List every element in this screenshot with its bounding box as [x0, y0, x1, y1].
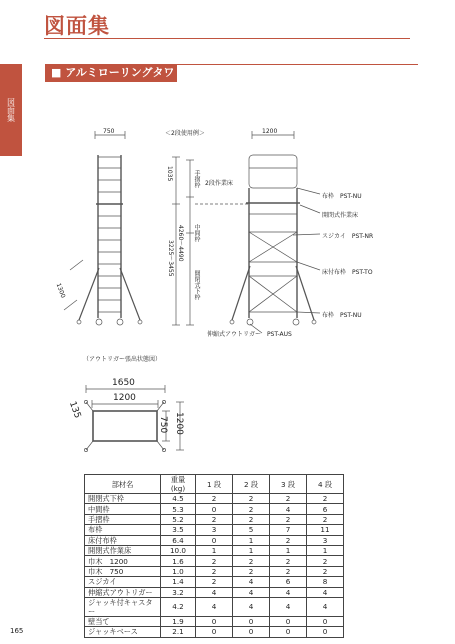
weight-cell: 3.2 — [161, 587, 196, 597]
part-name-cell: 巾木 1200 — [85, 556, 161, 566]
part-name-cell: 布枠 — [85, 525, 161, 535]
parts-table — [84, 474, 344, 638]
table-row — [85, 627, 344, 637]
quantity-cell: 2 — [270, 566, 307, 576]
weight-cell: 4.2 — [161, 597, 196, 616]
table-row — [85, 525, 344, 535]
quantity-cell: 4 — [270, 587, 307, 597]
example-caption: ＜2段使用例＞ — [165, 130, 205, 137]
dim-height-range: 3225〜3455 — [167, 240, 174, 277]
quantity-cell: 1 — [196, 545, 233, 555]
quantity-cell: 1 — [233, 535, 270, 545]
quantity-cell: 2 — [270, 556, 307, 566]
col-3dan: 3 段 — [270, 475, 307, 494]
part-name-cell: ジャッキベース — [85, 627, 161, 637]
col-part-name: 部材名 — [85, 475, 161, 494]
col-1dan: 1 段 — [196, 475, 233, 494]
weight-cell: 10.0 — [161, 545, 196, 555]
quantity-cell: 0 — [196, 616, 233, 626]
table-row — [85, 494, 344, 504]
quantity-cell: 2 — [233, 514, 270, 524]
weight-cell: 1.0 — [161, 566, 196, 576]
part-name-cell: 巾木 750 — [85, 566, 161, 576]
quantity-cell: 0 — [196, 627, 233, 637]
col-weight: 重量 (kg) — [161, 475, 196, 494]
part-name-cell: 開閉式作業床 — [85, 545, 161, 555]
dim-front-width: 1200 — [262, 128, 278, 135]
table-row — [85, 556, 344, 566]
quantity-cell: 0 — [270, 627, 307, 637]
quantity-cell: 2 — [233, 494, 270, 504]
table-row — [85, 545, 344, 555]
plan-caption: （アウトリガー張出状態図） — [83, 356, 161, 363]
dim-side-width: 750 — [103, 128, 115, 135]
page-title: 図面集 — [44, 14, 110, 38]
quantity-cell: 4 — [270, 504, 307, 514]
legend-sujikai: スジカイ PST-NR — [322, 233, 374, 240]
quantity-cell: 2 — [196, 494, 233, 504]
part-name-cell: 中間枠 — [85, 504, 161, 514]
quantity-cell: 2 — [307, 514, 344, 524]
weight-cell: 6.4 — [161, 535, 196, 545]
quantity-cell: 3 — [307, 535, 344, 545]
label-naka-frame: 中間枠 — [193, 224, 200, 242]
quantity-cell: 4 — [196, 587, 233, 597]
legend-outrigger: 伸縮式アウトリガー PST-AUS — [207, 331, 292, 338]
quantity-cell: 6 — [307, 504, 344, 514]
table-row — [85, 587, 344, 597]
quantity-cell: 4 — [270, 597, 307, 616]
page-number: 165 — [10, 627, 24, 635]
dim-outrigger-length: 1300 — [54, 282, 67, 300]
table-row — [85, 577, 344, 587]
quantity-cell: 6 — [270, 577, 307, 587]
weight-cell: 5.3 — [161, 504, 196, 514]
quantity-cell: 0 — [196, 504, 233, 514]
quantity-cell: 11 — [307, 525, 344, 535]
quantity-cell: 2 — [233, 556, 270, 566]
label-work-floor: 2段作業床 — [205, 180, 233, 187]
quantity-cell: 1 — [233, 545, 270, 555]
table-row — [85, 504, 344, 514]
quantity-cell: 2 — [270, 514, 307, 524]
dim-plan-750: 750 — [158, 416, 168, 434]
quantity-cell: 2 — [233, 566, 270, 576]
quantity-cell: 0 — [196, 535, 233, 545]
weight-cell: 1.4 — [161, 577, 196, 587]
part-name-cell: 伸縮式アウトリガー — [85, 587, 161, 597]
part-name-cell: 壁当て — [85, 616, 161, 626]
col-4dan: 4 段 — [307, 475, 344, 494]
dim-plan-1200v: 1200 — [174, 412, 184, 435]
weight-cell: 2.1 — [161, 627, 196, 637]
quantity-cell: 2 — [270, 535, 307, 545]
table-row — [85, 566, 344, 576]
part-name-cell: 床付布枠 — [85, 535, 161, 545]
part-name-cell: スジカイ — [85, 577, 161, 587]
table-row — [85, 597, 344, 616]
legend-kaihei-floor: 開閉式作業床 — [322, 212, 359, 219]
quantity-cell: 2 — [196, 556, 233, 566]
section-heading: ■ アルミローリングタワー — [45, 64, 177, 82]
dim-plan-135: 135 — [66, 400, 83, 420]
dim-height-range2: 4260〜4490 — [177, 225, 184, 262]
dim-plan-1200: 1200 — [113, 393, 136, 403]
table-row — [85, 535, 344, 545]
label-kaihei-frame: 開閉式下枠 — [193, 270, 200, 300]
part-name-cell: 手摺枠 — [85, 514, 161, 524]
legend-nuno-bottom: 布枠 PST-NU — [322, 312, 362, 319]
table-header-row — [85, 475, 344, 494]
quantity-cell: 7 — [270, 525, 307, 535]
quantity-cell: 4 — [307, 587, 344, 597]
dim-rail-height: 1035 — [166, 166, 173, 182]
quantity-cell: 2 — [270, 494, 307, 504]
quantity-cell: 2 — [196, 514, 233, 524]
side-index-tab[interactable]: 図面集 — [0, 64, 22, 156]
part-name-cell: 開閉式下枠 — [85, 494, 161, 504]
weight-cell: 4.5 — [161, 494, 196, 504]
quantity-cell: 2 — [196, 577, 233, 587]
quantity-cell: 0 — [233, 627, 270, 637]
quantity-cell: 2 — [307, 494, 344, 504]
quantity-cell: 4 — [196, 597, 233, 616]
quantity-cell: 2 — [196, 566, 233, 576]
label-tesuri-frame: 手摺枠 — [193, 170, 200, 188]
table-row — [85, 514, 344, 524]
weight-cell: 5.2 — [161, 514, 196, 524]
legend-nuno-top: 布枠 PST-NU — [322, 193, 362, 200]
quantity-cell: 0 — [307, 616, 344, 626]
quantity-cell: 3 — [196, 525, 233, 535]
quantity-cell: 0 — [233, 616, 270, 626]
quantity-cell: 4 — [233, 577, 270, 587]
quantity-cell: 5 — [233, 525, 270, 535]
quantity-cell: 0 — [270, 616, 307, 626]
quantity-cell: 4 — [233, 587, 270, 597]
weight-cell: 1.6 — [161, 556, 196, 566]
legend-yuka-nuno: 床付布枠 PST-TO — [322, 269, 373, 276]
quantity-cell: 2 — [307, 556, 344, 566]
quantity-cell: 4 — [233, 597, 270, 616]
quantity-cell: 0 — [307, 627, 344, 637]
quantity-cell: 1 — [307, 545, 344, 555]
quantity-cell: 2 — [233, 504, 270, 514]
quantity-cell: 1 — [270, 545, 307, 555]
quantity-cell: 8 — [307, 577, 344, 587]
dim-plan-1650: 1650 — [112, 378, 135, 388]
weight-cell: 1.9 — [161, 616, 196, 626]
table-row — [85, 616, 344, 626]
weight-cell: 3.5 — [161, 525, 196, 535]
quantity-cell: 4 — [307, 597, 344, 616]
col-2dan: 2 段 — [233, 475, 270, 494]
quantity-cell: 2 — [307, 566, 344, 576]
part-name-cell: ジャッキ付キャスター — [85, 597, 161, 616]
